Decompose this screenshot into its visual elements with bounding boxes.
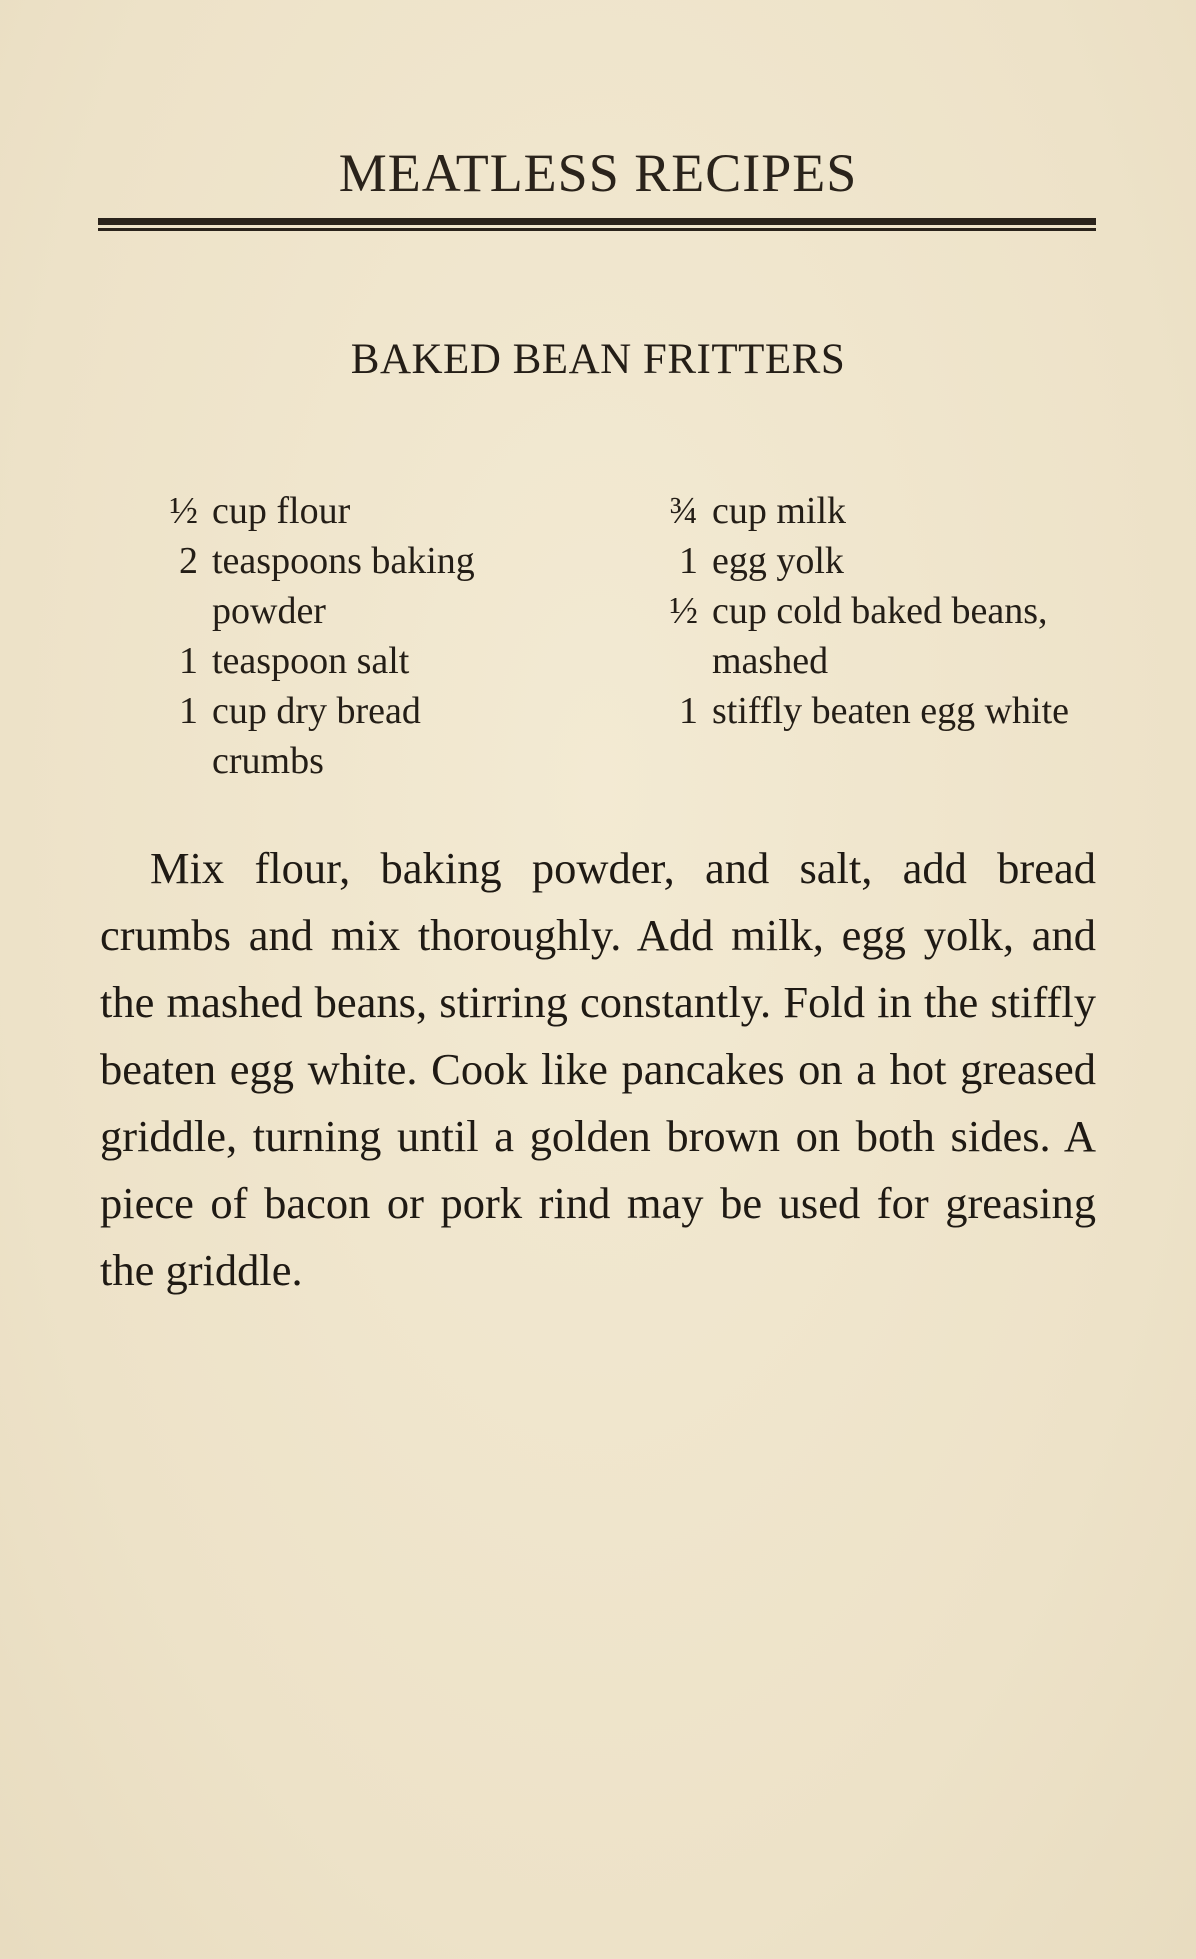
ingredient-line [140,686,540,786]
ingredient-item: cup milk [712,490,847,532]
rule-thin-line [98,228,1096,231]
ingredient-item: teaspoon salt [212,640,410,682]
ingredient-item: stiffly beaten egg white [712,690,1070,732]
ingredient-item: teaspoons baking powder [212,540,475,632]
ingredients-right-column [640,486,1070,736]
ingredients-left-column [140,486,540,786]
ingredient-quantity: 1 [679,690,698,732]
ingredient-line [140,636,540,686]
ingredient-quantity: 1 [679,540,698,582]
ingredient-quantity: 1 [179,640,198,682]
ingredient-line [140,486,540,536]
ingredient-line [640,536,1070,586]
recipe-directions: Mix flour, baking powder, and salt, add bread crumbs and mix thoroughly. Add milk, egg yolk, and the mashed beans, stirring constantly. Fold in the stiffly beaten egg white. Cook like pancakes on a hot greased griddle, turning until a golden brown on both sides. A piece of bacon or pork rind may be used for greasing the griddle. [100,843,1096,1295]
ingredient-line [640,586,1070,686]
rule-thick-line [98,218,1096,225]
ingredient-line [140,536,540,636]
recipe-title: BAKED BEAN FRITTERS [350,336,846,383]
ingredient-quantity: ½ [169,490,198,532]
ingredient-line [640,486,1070,536]
ingredient-item: egg yolk [712,540,844,582]
ingredient-quantity: 2 [179,540,198,582]
double-rule-divider [98,218,1096,231]
ingredient-item: cup dry bread crumbs [212,690,421,782]
running-head: MEATLESS RECIPES [338,143,858,203]
ingredient-quantity: ¾ [669,490,698,532]
ingredient-quantity: 1 [179,690,198,732]
ingredient-item: cup flour [212,490,351,532]
ingredient-item: cup cold baked beans, mashed [712,590,1048,682]
ingredient-quantity: ½ [669,590,698,632]
ingredient-line [640,686,1070,736]
